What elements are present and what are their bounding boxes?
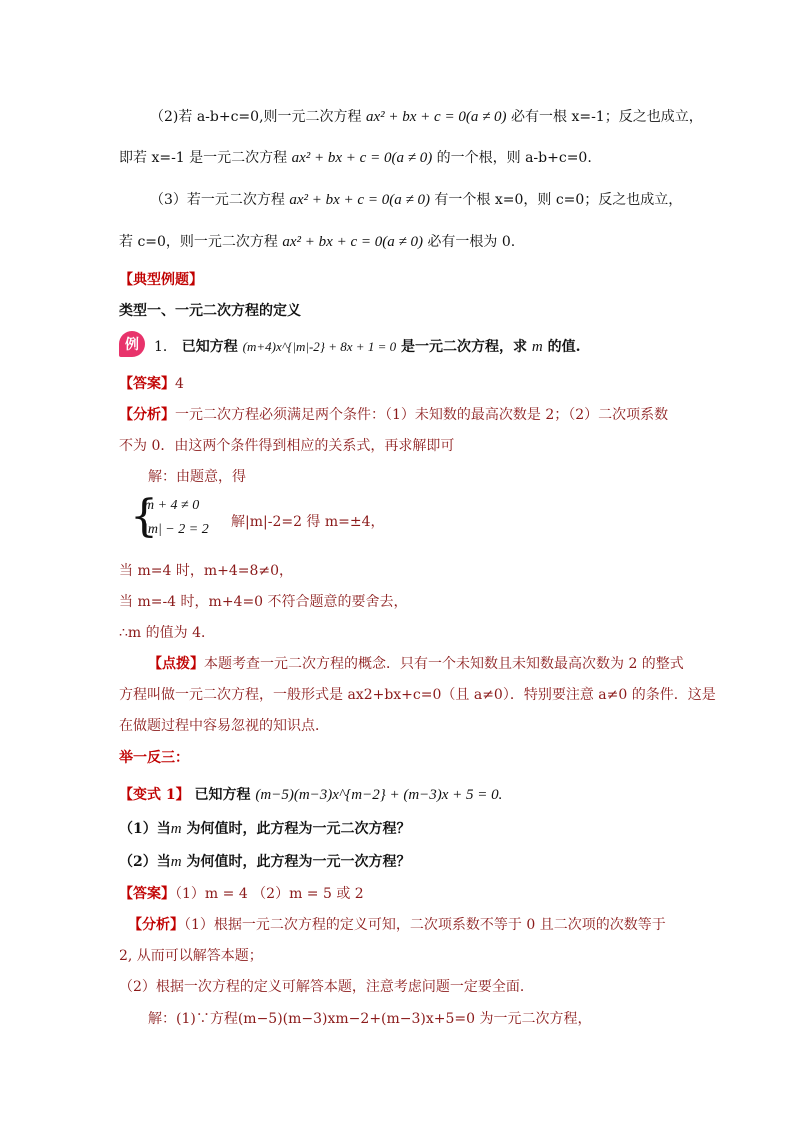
analysis-2-line-1: [128, 915, 666, 935]
practice-title: 举一反三：: [119, 750, 189, 766]
conclusion: ∴m 的值为 4．: [119, 625, 215, 641]
analysis-1-line-1: [119, 405, 668, 425]
variant-equation: (m−5)(m−3)x^{m−2} + (m−3)x + 5 = 0.: [255, 787, 503, 803]
general-quadratic-equation: ax² + bx + c = 0(a ≠ 0): [282, 234, 423, 250]
question-text: 为何值时，此方程为一元二次方程？: [186, 821, 411, 837]
prop2-line2-text-b: 的一个根，则 a-b+c=0.: [436, 150, 592, 166]
prop3-text-b: 有一个根 x=0，则 c=0；反之也成立，: [434, 192, 683, 208]
analysis-2-line-3: （2）根据一次方程的定义可解答本题，注意考虑问题一定要全面．: [119, 979, 534, 995]
example-text-c: 的值.: [547, 339, 581, 355]
case-2: 当 m=-4 时，m+4=0 不符合题意的要舍去，: [119, 594, 408, 610]
prop3-text-a: （3）若一元二次方程: [150, 192, 285, 208]
prop2-text-b: 必有一根 x=-1；反之也成立，: [511, 109, 703, 125]
general-quadratic-equation: ax² + bx + c = 0(a ≠ 0): [289, 192, 430, 208]
answer-1: [119, 374, 184, 394]
system-result: 解|m|-2=2 得 m=±4，: [231, 514, 385, 530]
prop3-line2-text-b: 必有一根为 0.: [427, 234, 516, 250]
analysis-2-line-2: 2, 从而可以解答本题；: [119, 948, 263, 964]
general-quadratic-equation: ax² + bx + c = 0(a ≠ 0): [365, 109, 507, 125]
variable-m: m: [170, 854, 182, 870]
answer-label: 【答案】: [119, 886, 175, 902]
answer-value: （1）m = 4 （2）m = 5 或 2: [175, 886, 364, 902]
property-2-line-2: [119, 148, 592, 168]
left-brace-icon: {: [130, 491, 158, 542]
tip-line-3: 在做题过程中容易忽视的知识点．: [119, 718, 329, 734]
analysis-text: （1）根据一元二次方程的定义可知，二次项系数不等于 0 且二次项的次数等于: [184, 917, 666, 933]
equation-system: [130, 491, 230, 542]
example-text-b: 是一元二次方程，求: [400, 339, 527, 355]
example-equation: (m+4)x^{|m|-2} + 8x + 1 = 0: [242, 339, 397, 354]
variant-text: 已知方程: [194, 787, 251, 803]
analysis-text: 一元二次方程必须满足两个条件：（1）未知数的最高次数是 2；（2）二次项系数: [175, 407, 669, 423]
answer-2: [119, 884, 364, 904]
tip-text: 本题考查一元二次方程的概念．只有一个未知数且未知数最高次数为 2 的整式: [204, 656, 684, 672]
example-1-question: [154, 337, 580, 357]
general-quadratic-equation: ax² + bx + c = 0(a ≠ 0): [291, 150, 433, 166]
tip-label: 【点拨】: [148, 656, 204, 672]
tip-line-2: 方程叫做一元二次方程，一般形式是 ax2+bx+c=0（且 a≠0）．特别要注意 a≠0 的条件．这是: [119, 687, 716, 703]
type1-title: 类型一、一元二次方程的定义: [119, 303, 301, 319]
system-equation-2: |m| − 2 = 2: [144, 522, 209, 537]
answer-value: 4: [175, 376, 184, 392]
variant-question-2: [119, 852, 410, 872]
variable-m: m: [170, 821, 182, 837]
question-text: 为何值时，此方程为一元一次方程？: [186, 854, 411, 870]
question-prefix: （1）当: [119, 821, 171, 837]
analysis-label: 【分析】: [119, 407, 175, 423]
question-prefix: （2）当: [119, 854, 171, 870]
prop3-line2-text-a: 若 c=0，则一元二次方程: [119, 234, 278, 250]
section-typical-examples: 【典型例题】: [119, 272, 203, 288]
prop2-text-a: （2)若 a-b+c=0,则一元二次方程: [150, 109, 362, 125]
system-equation-1: m + 4 ≠ 0: [144, 498, 200, 513]
analysis-label: 【分析】: [128, 917, 184, 933]
prop2-line2-text-a: 即若 x=-1 是一元二次方程: [119, 150, 288, 166]
variant-1: [119, 785, 502, 805]
example-number: 1．: [154, 339, 177, 355]
property-3-line-1: [150, 190, 682, 210]
example-text-a: 已知方程: [181, 339, 238, 355]
analysis-1-line-2: 不为 0．由这两个条件得到相应的关系式，再求解即可: [119, 438, 455, 454]
solution-2-line-1: 解：(1)∵方程(m−5)(m−3)xm−2+(m−3)x+5=0 为一元二次方程，: [148, 1011, 592, 1027]
example-badge-icon: 例: [119, 331, 145, 357]
variant-question-1: [119, 819, 410, 839]
property-3-line-2: [119, 232, 515, 252]
example-variable-m: m: [531, 339, 543, 355]
answer-label: 【答案】: [119, 376, 175, 392]
case-1: 当 m=4 时，m+4=8≠0，: [119, 563, 294, 579]
property-2-line-1: [150, 107, 703, 127]
solution-intro: 解：由题意，得: [148, 469, 246, 485]
tip-line-1: [148, 654, 684, 674]
variant-label: 【变式 1】: [119, 787, 190, 803]
